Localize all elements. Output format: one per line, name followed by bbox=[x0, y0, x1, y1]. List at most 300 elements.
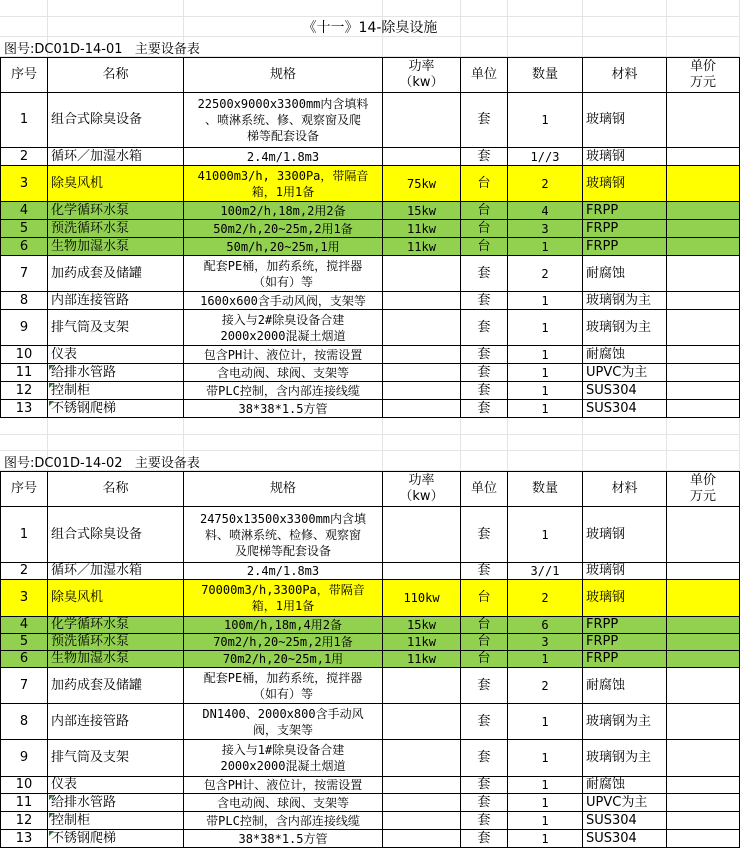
empty-cell[interactable] bbox=[461, 0, 508, 17]
cell-no[interactable]: 10 bbox=[0, 346, 48, 364]
cell-name[interactable]: 生物加湿水泵 bbox=[48, 238, 184, 256]
cell-material[interactable]: 玻璃钢为主 bbox=[583, 292, 667, 310]
empty-row bbox=[0, 0, 740, 17]
table-row bbox=[0, 166, 740, 202]
cell-material[interactable]: FRPP bbox=[583, 220, 667, 238]
cell-no[interactable]: 13 bbox=[0, 400, 48, 418]
cell-name[interactable]: 内部连接管路 bbox=[48, 292, 184, 310]
comment-marker-icon bbox=[49, 831, 54, 836]
table-row bbox=[0, 256, 740, 292]
cell-spec[interactable]: 配套PE桶，加药系统，搅拌器 （如有）等 bbox=[184, 256, 383, 292]
table-row bbox=[0, 830, 740, 848]
cell-material[interactable]: SUS304 bbox=[583, 812, 667, 830]
empty-cell[interactable] bbox=[48, 418, 184, 435]
empty-cell[interactable] bbox=[583, 451, 667, 471]
cell-name[interactable]: 给排水管路 bbox=[48, 364, 184, 382]
cell-name[interactable]: 预洗循环水泵 bbox=[48, 220, 184, 238]
cell-unit[interactable]: 套 bbox=[461, 830, 508, 848]
table-row bbox=[0, 777, 740, 794]
column-header-material[interactable]: 材料 bbox=[583, 471, 667, 507]
cell-spec[interactable]: 含电动阀、球阀、支架等 bbox=[184, 794, 383, 812]
cell-unit[interactable]: 套 bbox=[461, 292, 508, 310]
table-row bbox=[0, 382, 740, 400]
cell-qty[interactable]: 1//3 bbox=[508, 148, 583, 166]
cell-name[interactable]: 化学循环水泵 bbox=[48, 617, 184, 634]
cell-material[interactable]: 玻璃钢 bbox=[583, 507, 667, 563]
cell-price[interactable] bbox=[667, 202, 740, 220]
cell-qty[interactable]: 1 bbox=[508, 740, 583, 777]
cell-material[interactable]: 耐腐蚀 bbox=[583, 668, 667, 704]
cell-qty[interactable]: 3//1 bbox=[508, 563, 583, 580]
cell-price[interactable] bbox=[667, 364, 740, 382]
cell-spec[interactable]: 38*38*1.5方管 bbox=[184, 400, 383, 418]
cell-no[interactable]: 5 bbox=[0, 634, 48, 651]
cell-power[interactable]: 15kw bbox=[383, 617, 461, 634]
cell-unit[interactable]: 套 bbox=[461, 256, 508, 292]
cell-spec[interactable]: 50m2/h,20~25m,2用1备 bbox=[184, 220, 383, 238]
cell-qty[interactable]: 1 bbox=[508, 310, 583, 346]
cell-price[interactable] bbox=[667, 740, 740, 777]
empty-cell[interactable] bbox=[184, 0, 383, 17]
column-header-no[interactable]: 序号 bbox=[0, 57, 48, 93]
cell-unit[interactable]: 台 bbox=[461, 617, 508, 634]
cell-material[interactable]: 玻璃钢 bbox=[583, 580, 667, 617]
column-header-power[interactable]: 功率 （kw） bbox=[383, 57, 461, 93]
cell-qty[interactable]: 2 bbox=[508, 166, 583, 202]
cell-no[interactable]: 2 bbox=[0, 563, 48, 580]
cell-power[interactable]: 110kw bbox=[383, 580, 461, 617]
table-caption: 图号:DC01D-14-02 主要设备表 bbox=[4, 455, 200, 471]
table-row bbox=[0, 148, 740, 166]
cell-qty[interactable]: 3 bbox=[508, 634, 583, 651]
cell-material[interactable]: 耐腐蚀 bbox=[583, 777, 667, 794]
cell-power[interactable] bbox=[383, 256, 461, 292]
table-row bbox=[0, 580, 740, 617]
cell-power[interactable] bbox=[383, 346, 461, 364]
cell-qty[interactable]: 1 bbox=[508, 238, 583, 256]
cell-spec[interactable]: DN1400、2000x800含手动风 阀，支架等 bbox=[184, 704, 383, 740]
empty-cell[interactable] bbox=[184, 435, 383, 451]
empty-cell[interactable] bbox=[461, 435, 508, 451]
table-caption-row bbox=[0, 37, 740, 57]
cell-no[interactable]: 8 bbox=[0, 704, 48, 740]
cell-price[interactable] bbox=[667, 292, 740, 310]
cell-name[interactable]: 化学循环水泵 bbox=[48, 202, 184, 220]
empty-cell[interactable] bbox=[508, 0, 583, 17]
column-header-name[interactable]: 名称 bbox=[48, 471, 184, 507]
cell-spec[interactable]: 22500x9000x3300mm内含填料 、喷淋系统、修、观察窗及爬 梯等配套设备 bbox=[184, 93, 383, 148]
cell-price[interactable] bbox=[667, 812, 740, 830]
cell-price[interactable] bbox=[667, 651, 740, 668]
cell-name[interactable]: 不锈钢爬梯 bbox=[48, 400, 184, 418]
cell-material[interactable]: 玻璃钢为主 bbox=[583, 740, 667, 777]
cell-material[interactable]: FRPP bbox=[583, 651, 667, 668]
cell-no[interactable]: 9 bbox=[0, 740, 48, 777]
cell-unit[interactable]: 套 bbox=[461, 382, 508, 400]
cell-name[interactable]: 循环／加湿水箱 bbox=[48, 148, 184, 166]
cell-spec[interactable]: 70m2/h,20~25m,1用 bbox=[184, 651, 383, 668]
cell-no[interactable]: 1 bbox=[0, 93, 48, 148]
empty-cell[interactable] bbox=[583, 0, 667, 17]
cell-power[interactable]: 75kw bbox=[383, 166, 461, 202]
cell-price[interactable] bbox=[667, 93, 740, 148]
cell-name[interactable]: 生物加湿水泵 bbox=[48, 651, 184, 668]
cell-no[interactable]: 3 bbox=[0, 166, 48, 202]
cell-no[interactable]: 10 bbox=[0, 777, 48, 794]
cell-material[interactable]: 耐腐蚀 bbox=[583, 346, 667, 364]
cell-name[interactable]: 控制柜 bbox=[48, 382, 184, 400]
cell-name[interactable]: 除臭风机 bbox=[48, 166, 184, 202]
cell-price[interactable] bbox=[667, 310, 740, 346]
table-row bbox=[0, 668, 740, 704]
cell-material[interactable]: SUS304 bbox=[583, 382, 667, 400]
cell-price[interactable] bbox=[667, 563, 740, 580]
cell-material[interactable]: FRPP bbox=[583, 202, 667, 220]
cell-material[interactable]: FRPP bbox=[583, 634, 667, 651]
cell-name[interactable]: 加药成套及储罐 bbox=[48, 668, 184, 704]
cell-no[interactable]: 6 bbox=[0, 238, 48, 256]
cell-no[interactable]: 8 bbox=[0, 292, 48, 310]
cell-unit[interactable]: 套 bbox=[461, 563, 508, 580]
empty-cell[interactable] bbox=[383, 0, 461, 17]
column-header-spec[interactable]: 规格 bbox=[184, 471, 383, 507]
cell-unit[interactable]: 套 bbox=[461, 346, 508, 364]
cell-power[interactable] bbox=[383, 292, 461, 310]
cell-unit[interactable]: 台 bbox=[461, 634, 508, 651]
cell-no[interactable]: 6 bbox=[0, 651, 48, 668]
cell-power[interactable]: 11kw bbox=[383, 634, 461, 651]
cell-material[interactable]: UPVC为主 bbox=[583, 364, 667, 382]
cell-unit[interactable]: 套 bbox=[461, 507, 508, 563]
cell-name[interactable]: 排气筒及支架 bbox=[48, 740, 184, 777]
cell-price[interactable] bbox=[667, 830, 740, 848]
cell-qty[interactable]: 1 bbox=[508, 292, 583, 310]
cell-no[interactable]: 2 bbox=[0, 148, 48, 166]
cell-no[interactable]: 13 bbox=[0, 830, 48, 848]
cell-price[interactable] bbox=[667, 580, 740, 617]
cell-qty[interactable]: 6 bbox=[508, 617, 583, 634]
cell-power[interactable]: 11kw bbox=[383, 220, 461, 238]
cell-material[interactable]: UPVC为主 bbox=[583, 794, 667, 812]
cell-qty[interactable]: 2 bbox=[508, 668, 583, 704]
cell-qty[interactable]: 1 bbox=[508, 507, 583, 563]
cell-unit[interactable]: 套 bbox=[461, 704, 508, 740]
cell-power[interactable] bbox=[383, 507, 461, 563]
column-header-qty[interactable]: 数量 bbox=[508, 57, 583, 93]
table-row bbox=[0, 346, 740, 364]
cell-name[interactable]: 循环／加湿水箱 bbox=[48, 563, 184, 580]
cell-price[interactable] bbox=[667, 382, 740, 400]
cell-power[interactable] bbox=[383, 148, 461, 166]
cell-unit[interactable]: 台 bbox=[461, 220, 508, 238]
cell-spec[interactable]: 2.4m/1.8m3 bbox=[184, 563, 383, 580]
empty-cell[interactable] bbox=[461, 451, 508, 471]
cell-no[interactable]: 4 bbox=[0, 617, 48, 634]
cell-price[interactable] bbox=[667, 794, 740, 812]
empty-cell[interactable] bbox=[383, 37, 461, 57]
cell-power[interactable] bbox=[383, 794, 461, 812]
cell-no[interactable]: 3 bbox=[0, 580, 48, 617]
comment-marker-icon bbox=[49, 813, 54, 818]
sheet-title: 《十一》14-除臭设施 bbox=[302, 20, 438, 36]
cell-spec[interactable]: 带PLC控制，含内部连接线缆 bbox=[184, 812, 383, 830]
cell-unit[interactable]: 套 bbox=[461, 777, 508, 794]
cell-qty[interactable]: 1 bbox=[508, 382, 583, 400]
cell-spec[interactable]: 24750x13500x3300mm内含填 料、喷淋系统、检修、观察窗 及爬梯等配套设备 bbox=[184, 507, 383, 563]
cell-material[interactable]: SUS304 bbox=[583, 400, 667, 418]
empty-row bbox=[0, 418, 740, 435]
cell-unit[interactable]: 台 bbox=[461, 202, 508, 220]
cell-qty[interactable]: 1 bbox=[508, 704, 583, 740]
table-row bbox=[0, 202, 740, 220]
cell-spec[interactable]: 包含PH计、液位计，按需设置 bbox=[184, 346, 383, 364]
empty-cell[interactable] bbox=[583, 435, 667, 451]
cell-material[interactable]: SUS304 bbox=[583, 830, 667, 848]
cell-unit[interactable]: 套 bbox=[461, 740, 508, 777]
column-header-no[interactable]: 序号 bbox=[0, 471, 48, 507]
cell-price[interactable] bbox=[667, 634, 740, 651]
table-row bbox=[0, 617, 740, 634]
column-header-price[interactable]: 单价 万元 bbox=[667, 57, 740, 93]
table-row bbox=[0, 400, 740, 418]
empty-cell[interactable] bbox=[48, 0, 184, 17]
cell-name[interactable]: 不锈钢爬梯 bbox=[48, 830, 184, 848]
cell-qty[interactable]: 1 bbox=[508, 93, 583, 148]
cell-unit[interactable]: 套 bbox=[461, 668, 508, 704]
cell-price[interactable] bbox=[667, 668, 740, 704]
cell-name[interactable]: 仪表 bbox=[48, 777, 184, 794]
cell-unit[interactable]: 套 bbox=[461, 400, 508, 418]
cell-material[interactable]: 耐腐蚀 bbox=[583, 256, 667, 292]
cell-material[interactable]: 玻璃钢 bbox=[583, 563, 667, 580]
cell-name[interactable]: 控制柜 bbox=[48, 812, 184, 830]
cell-name[interactable]: 内部连接管路 bbox=[48, 704, 184, 740]
cell-power[interactable]: 11kw bbox=[383, 238, 461, 256]
comment-marker-icon bbox=[49, 795, 54, 800]
cell-spec[interactable]: 100m/h,18m,4用2备 bbox=[184, 617, 383, 634]
table-row bbox=[0, 507, 740, 563]
table-row bbox=[0, 740, 740, 777]
cell-power[interactable] bbox=[383, 400, 461, 418]
cell-power[interactable] bbox=[383, 777, 461, 794]
cell-no[interactable]: 7 bbox=[0, 256, 48, 292]
cell-spec[interactable]: 接入与1#除臭设备合建 2000x2000混凝土烟道 bbox=[184, 740, 383, 777]
cell-qty[interactable]: 1 bbox=[508, 364, 583, 382]
empty-cell[interactable] bbox=[508, 435, 583, 451]
empty-cell[interactable] bbox=[508, 37, 583, 57]
cell-price[interactable] bbox=[667, 346, 740, 364]
table-row bbox=[0, 238, 740, 256]
cell-material[interactable]: FRPP bbox=[583, 238, 667, 256]
cell-spec[interactable]: 1600x600含手动风阀，支架等 bbox=[184, 292, 383, 310]
column-header-power[interactable]: 功率 （kw） bbox=[383, 471, 461, 507]
empty-cell[interactable] bbox=[383, 451, 461, 471]
empty-cell[interactable] bbox=[48, 435, 184, 451]
cell-power[interactable] bbox=[383, 382, 461, 400]
table-row bbox=[0, 794, 740, 812]
cell-qty[interactable]: 2 bbox=[508, 580, 583, 617]
cell-unit[interactable]: 套 bbox=[461, 812, 508, 830]
cell-unit[interactable]: 台 bbox=[461, 651, 508, 668]
cell-unit[interactable]: 台 bbox=[461, 238, 508, 256]
table-header-row bbox=[0, 57, 740, 93]
cell-material[interactable]: FRPP bbox=[583, 617, 667, 634]
empty-cell[interactable] bbox=[667, 451, 740, 471]
cell-no[interactable]: 9 bbox=[0, 310, 48, 346]
cell-qty[interactable]: 1 bbox=[508, 651, 583, 668]
empty-cell[interactable] bbox=[0, 418, 48, 435]
cell-material[interactable]: 玻璃钢 bbox=[583, 93, 667, 148]
empty-cell[interactable] bbox=[461, 418, 508, 435]
table-row bbox=[0, 93, 740, 148]
table-caption: 图号:DC01D-14-01 主要设备表 bbox=[4, 41, 200, 57]
cell-power[interactable] bbox=[383, 668, 461, 704]
cell-unit[interactable]: 台 bbox=[461, 580, 508, 617]
cell-price[interactable] bbox=[667, 400, 740, 418]
cell-qty[interactable]: 2 bbox=[508, 256, 583, 292]
empty-cell[interactable] bbox=[508, 451, 583, 471]
cell-power[interactable] bbox=[383, 740, 461, 777]
empty-cell[interactable] bbox=[184, 37, 383, 57]
cell-unit[interactable]: 套 bbox=[461, 93, 508, 148]
cell-material[interactable]: 玻璃钢为主 bbox=[583, 310, 667, 346]
table-row bbox=[0, 310, 740, 346]
cell-name[interactable]: 加药成套及储罐 bbox=[48, 256, 184, 292]
empty-cell[interactable] bbox=[583, 37, 667, 57]
cell-name[interactable]: 组合式除臭设备 bbox=[48, 507, 184, 563]
cell-no[interactable]: 1 bbox=[0, 507, 48, 563]
cell-qty[interactable]: 1 bbox=[508, 400, 583, 418]
cell-spec[interactable]: 70m2/h,20~25m,2用1备 bbox=[184, 634, 383, 651]
empty-cell[interactable] bbox=[667, 37, 740, 57]
cell-spec[interactable]: 50m/h,20~25m,1用 bbox=[184, 238, 383, 256]
cell-spec[interactable]: 含电动阀、球阀、支架等 bbox=[184, 364, 383, 382]
cell-spec[interactable]: 包含PH计、液位计，按需设置 bbox=[184, 777, 383, 794]
table-row bbox=[0, 634, 740, 651]
empty-cell[interactable] bbox=[461, 37, 508, 57]
cell-price[interactable] bbox=[667, 148, 740, 166]
cell-price[interactable] bbox=[667, 777, 740, 794]
cell-spec[interactable]: 100m2/h,18m,2用2备 bbox=[184, 202, 383, 220]
table-header-row bbox=[0, 471, 740, 507]
cell-unit[interactable]: 套 bbox=[461, 148, 508, 166]
column-header-unit[interactable]: 单位 bbox=[461, 57, 508, 93]
cell-power[interactable] bbox=[383, 830, 461, 848]
cell-material[interactable]: 玻璃钢为主 bbox=[583, 704, 667, 740]
comment-marker-icon bbox=[49, 383, 54, 388]
comment-marker-icon bbox=[49, 365, 54, 370]
column-header-qty[interactable]: 数量 bbox=[508, 471, 583, 507]
empty-cell[interactable] bbox=[0, 435, 48, 451]
column-header-spec[interactable]: 规格 bbox=[184, 57, 383, 93]
cell-power[interactable] bbox=[383, 704, 461, 740]
cell-qty[interactable]: 1 bbox=[508, 830, 583, 848]
cell-price[interactable] bbox=[667, 617, 740, 634]
cell-no[interactable]: 4 bbox=[0, 202, 48, 220]
cell-price[interactable] bbox=[667, 238, 740, 256]
cell-material[interactable]: 玻璃钢 bbox=[583, 148, 667, 166]
cell-spec[interactable]: 配套PE桶，加药系统，搅拌器 （如有）等 bbox=[184, 668, 383, 704]
cell-name[interactable]: 预洗循环水泵 bbox=[48, 634, 184, 651]
cell-no[interactable]: 12 bbox=[0, 382, 48, 400]
cell-power[interactable] bbox=[383, 93, 461, 148]
cell-qty[interactable]: 1 bbox=[508, 346, 583, 364]
cell-spec[interactable]: 70000m3/h,3300Pa，带隔音 箱，1用1备 bbox=[184, 580, 383, 617]
cell-price[interactable] bbox=[667, 166, 740, 202]
cell-unit[interactable]: 套 bbox=[461, 794, 508, 812]
cell-name[interactable]: 仪表 bbox=[48, 346, 184, 364]
cell-spec[interactable]: 接入与2#除臭设备合建 2000x2000混凝土烟道 bbox=[184, 310, 383, 346]
column-header-material[interactable]: 材料 bbox=[583, 57, 667, 93]
cell-qty[interactable]: 1 bbox=[508, 777, 583, 794]
empty-cell[interactable] bbox=[184, 451, 383, 471]
cell-spec[interactable]: 2.4m/1.8m3 bbox=[184, 148, 383, 166]
cell-no[interactable]: 12 bbox=[0, 812, 48, 830]
cell-power[interactable] bbox=[383, 563, 461, 580]
empty-cell[interactable] bbox=[383, 418, 461, 435]
table-row bbox=[0, 651, 740, 668]
cell-no[interactable]: 11 bbox=[0, 364, 48, 382]
sheet-title-row bbox=[0, 17, 740, 37]
empty-cell[interactable] bbox=[667, 0, 740, 17]
cell-power[interactable] bbox=[383, 310, 461, 346]
cell-no[interactable]: 5 bbox=[0, 220, 48, 238]
cell-unit[interactable]: 套 bbox=[461, 364, 508, 382]
column-header-unit[interactable]: 单位 bbox=[461, 471, 508, 507]
cell-no[interactable]: 7 bbox=[0, 668, 48, 704]
table-row bbox=[0, 364, 740, 382]
empty-cell[interactable] bbox=[667, 418, 740, 435]
column-header-price[interactable]: 单价 万元 bbox=[667, 471, 740, 507]
cell-qty[interactable]: 3 bbox=[508, 220, 583, 238]
comment-marker-icon bbox=[49, 401, 54, 406]
empty-row bbox=[0, 435, 740, 451]
empty-cell[interactable] bbox=[508, 418, 583, 435]
cell-spec[interactable]: 41000m3/h, 3300Pa，带隔音 箱，1用1备 bbox=[184, 166, 383, 202]
cell-price[interactable] bbox=[667, 220, 740, 238]
cell-no[interactable]: 11 bbox=[0, 794, 48, 812]
cell-name[interactable]: 排气筒及支架 bbox=[48, 310, 184, 346]
cell-unit[interactable]: 台 bbox=[461, 166, 508, 202]
empty-cell[interactable] bbox=[383, 435, 461, 451]
cell-qty[interactable]: 4 bbox=[508, 202, 583, 220]
table-row bbox=[0, 704, 740, 740]
cell-name[interactable]: 组合式除臭设备 bbox=[48, 93, 184, 148]
cell-qty[interactable]: 1 bbox=[508, 794, 583, 812]
cell-power[interactable]: 15kw bbox=[383, 202, 461, 220]
table-caption-row bbox=[0, 451, 740, 471]
cell-spec[interactable]: 带PLC控制，含内部连接线缆 bbox=[184, 382, 383, 400]
cell-power[interactable] bbox=[383, 364, 461, 382]
cell-price[interactable] bbox=[667, 507, 740, 563]
cell-material[interactable]: 玻璃钢 bbox=[583, 166, 667, 202]
empty-cell[interactable] bbox=[583, 418, 667, 435]
empty-cell[interactable] bbox=[184, 418, 383, 435]
empty-cell[interactable] bbox=[0, 0, 48, 17]
cell-qty[interactable]: 1 bbox=[508, 812, 583, 830]
cell-power[interactable]: 11kw bbox=[383, 651, 461, 668]
cell-name[interactable]: 给排水管路 bbox=[48, 794, 184, 812]
empty-cell[interactable] bbox=[667, 435, 740, 451]
table-row bbox=[0, 812, 740, 830]
cell-price[interactable] bbox=[667, 704, 740, 740]
cell-power[interactable] bbox=[383, 812, 461, 830]
cell-unit[interactable]: 套 bbox=[461, 310, 508, 346]
column-header-name[interactable]: 名称 bbox=[48, 57, 184, 93]
cell-spec[interactable]: 38*38*1.5方管 bbox=[184, 830, 383, 848]
cell-name[interactable]: 除臭风机 bbox=[48, 580, 184, 617]
cell-price[interactable] bbox=[667, 256, 740, 292]
